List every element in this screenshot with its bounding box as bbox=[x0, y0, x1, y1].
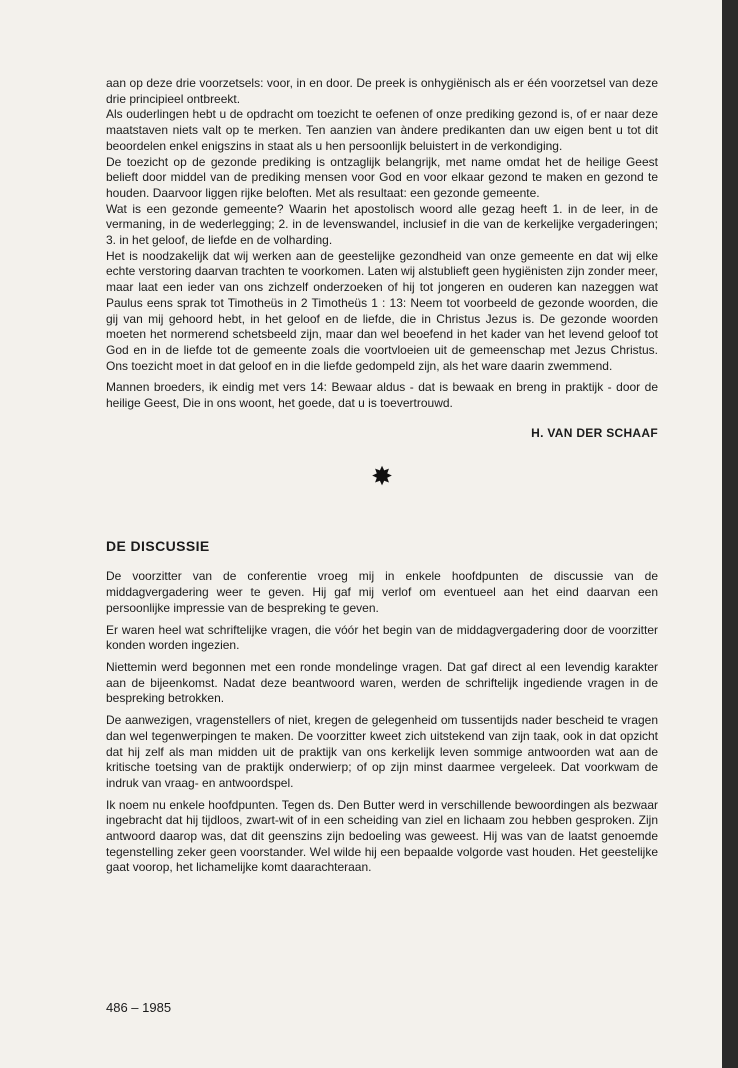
separator-star-icon: ✸ bbox=[371, 461, 393, 492]
paragraph: Als ouderlingen hebt u de opdracht om toezicht te oefenen of onze prediking gezond is, of er naar deze maatstaven niets valt op te merken. Ten aanzien van àndere predikanten dan uw eigen bent u tot dit beoordelen enkel enigszins in staat als u hen persoonlijk beluistert in de verkondiging. bbox=[106, 107, 658, 153]
paragraph: Ik noem nu enkele hoofdpunten. Tegen ds. Den Butter werd in verschillende bewoordingen als bezwaar ingebracht dat hij tijdloos, zwart-wit of in een scheiding van ziel en lichaam zou hebben gesproken. Zijn antwoord daarop was, dat dit geenszins zijn bedoeling was geweest. Hij was van de laatst genoemde tegenstelling zeker geen voorstander. Wel wilde hij een bepaalde volgorde vast houden. Het geestelijke gaat voorop, het lichamelijke komt daarachteraan. bbox=[106, 797, 658, 875]
page-number: 486 – 1985 bbox=[106, 1000, 172, 1015]
paragraph: Niettemin werd begonnen met een ronde mondelinge vragen. Dat gaf direct al een levendig karakter aan de bijeenkomst. Nadat deze beantwoord waren, werden de schriftelijk ingediende vragen in de bespreking betrokken. bbox=[106, 659, 658, 706]
article-body bbox=[106, 76, 658, 876]
paragraph: aan op deze drie voorzetsels: voor, in en door. De preek is onhygiënisch als er één voorzetsel van deze drie principieel ontbreekt. bbox=[106, 76, 658, 106]
paragraph: Het is noodzakelijk dat wij werken aan de geestelijke gezondheid van onze gemeente en dat wij elke echte verstoring daarvan trachten te voorkomen. Laten wij alstublieft geen hygiënisten zijn zonder meer, maar laat een ieder van ons zichzelf onderzoeken of hij tot jongeren en ouderen kan nazeggen wat Paulus eens sprak tot Timotheüs in 2 Timotheüs 1 : 13: Neem tot voorbeeld de gezonde woorden, die gij van mij gehoord hebt, in het geloof en de liefde, die in Christus Jezus is. De gezonde woorden moeten het normerend schetsbeeld zijn, maar dan wel beoefend in het kader van het levend geloof tot God en in de liefde tot de gemeente zoals die voortvloeien uit de gemeenschap met Jezus Christus. Ons toezicht moet in dat geloof en in die liefde gedompeld zijn, als het ware daarin zwemmend. bbox=[106, 248, 658, 373]
section-heading: DE DISCUSSIE bbox=[106, 538, 210, 555]
closing-paragraph: Mannen broeders, ik eindig met vers 14: Bewaar aldus - dat is bewaak en breng in praktijk - door de heilige Geest, Die in ons woont, het goede, dat u is toevertrouwd. bbox=[106, 380, 658, 411]
paragraph: De toezicht op de gezonde prediking is ontzaglijk belangrijk, met name omdat het de heilige Geest belieft door middel van de prediking mensen voor God en voor elkaar gezond te maken en gezond te houden. Daarvoor liggen rijke beloften. Met als resultaat: een gezonde gemeente. bbox=[106, 154, 658, 200]
paragraph: De aanwezigen, vragenstellers of niet, kregen de gelegenheid om tussentijds nader bescheid te vragen dan wel tegenwerpingen te maken. De voorzitter kweet zich uitstekend van zijn taak, ook in dat opzicht dat hij zelf als man midden uit de praktijk van ons kerkelijk leven sommige antwoorden wat aan de kritische toetsing van de praktijk onderwierp; of op zijn minst daarmee vergeleek. Dat voorkwam de indruk van vraag- en antwoordspel. bbox=[106, 713, 658, 790]
paragraph: Er waren heel wat schriftelijke vragen, die vóór het begin van de middagvergadering door de voorzitter konden worden ingezien. bbox=[106, 622, 658, 653]
author-signature: H. VAN DER SCHAAF bbox=[531, 425, 658, 440]
paragraph: Wat is een gezonde gemeente? Waarin het apostolisch woord alle gezag heeft 1. in de leer, in de vermaning, in de wederlegging; 2. in de levenswandel, inclusief in die van de kerkelijke vergaderingen; 3. in het geloof, de liefde en de volharding. bbox=[106, 201, 658, 248]
paragraph: De voorzitter van de conferentie vroeg mij in enkele hoofdpunten de discussie van de middagvergadering weer te geven. Hij gaf mij verlof om eventueel aan het eind daarvan een persoonlijke impressie van de bespreking te geven. bbox=[106, 569, 658, 615]
